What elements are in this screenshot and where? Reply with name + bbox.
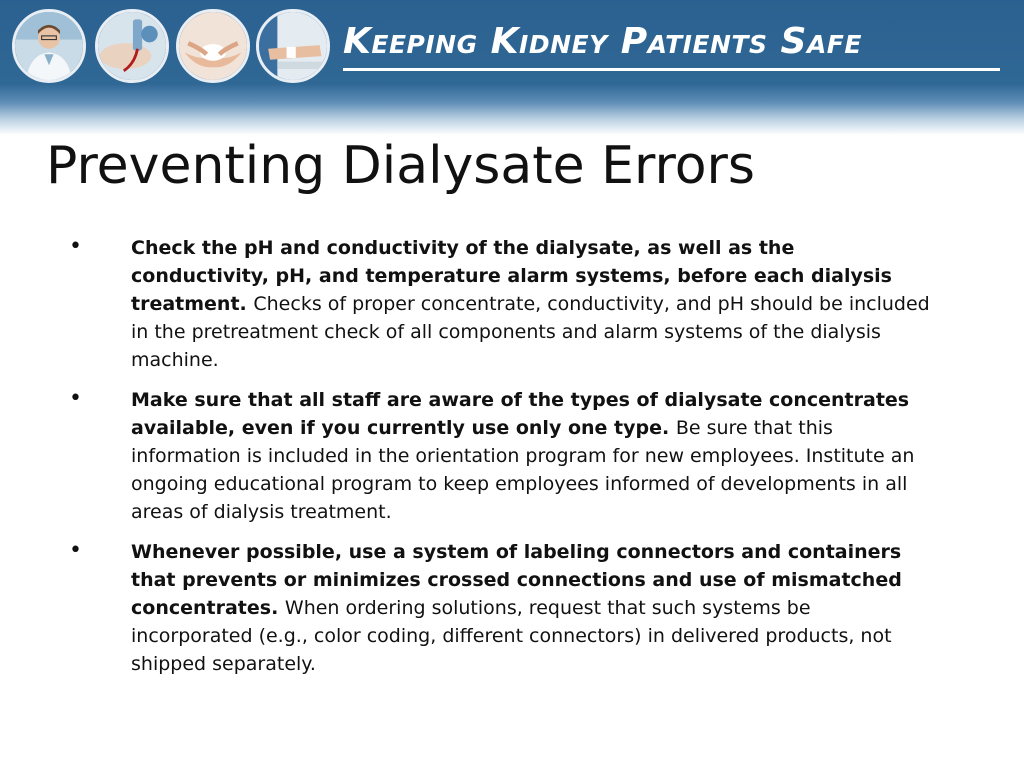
bullet-marker: • <box>69 386 82 411</box>
bullet-item <box>0 538 931 678</box>
bullet-list <box>0 234 1024 690</box>
bullet-body-text: Checks of proper concentrate, conductivity, and pH should be included in the pretreatment check of all components and alarm systems of the dialysis machine. <box>131 293 930 371</box>
nurse-photo-icon <box>12 9 86 83</box>
brand-underline <box>343 68 1000 71</box>
dialysis-procedure-photo-icon <box>95 9 169 83</box>
bullet-body-text: Be sure that this information is included in the orientation program for new employees. Institute an ongoing educational program to keep employees informed of developments in all areas of dialysis treatment. <box>131 417 915 523</box>
bullet-lead-text: Whenever possible, use a system of labeling connectors and containers that prevents or minimizes crossed connections and use of mismatched concentrates. <box>131 541 902 619</box>
brand-title: Keeping Kidney Patients Safe <box>343 21 862 62</box>
bullet-item <box>0 234 931 374</box>
cupped-hands-photo-icon <box>176 9 250 83</box>
bullet-item <box>0 386 931 526</box>
bullet-body-text: When ordering solutions, request that such systems be incorporated (e.g., color coding, different connectors) in delivered products, not shipped separately. <box>131 597 892 675</box>
slide-title: Preventing Dialysate Errors <box>46 136 756 196</box>
bullet-marker: • <box>69 538 82 563</box>
bullet-lead-text: Make sure that all staff are aware of the types of dialysate concentrates available, even if you currently use only one type. <box>131 389 910 439</box>
bullet-lead-text: Check the pH and conductivity of the dialysate, as well as the conductivity, pH, and temperature alarm systems, before each dialysis treatment. <box>131 237 892 315</box>
bullet-marker: • <box>69 234 82 259</box>
patient-arm-photo-icon <box>256 9 330 83</box>
header-banner <box>0 0 1024 135</box>
